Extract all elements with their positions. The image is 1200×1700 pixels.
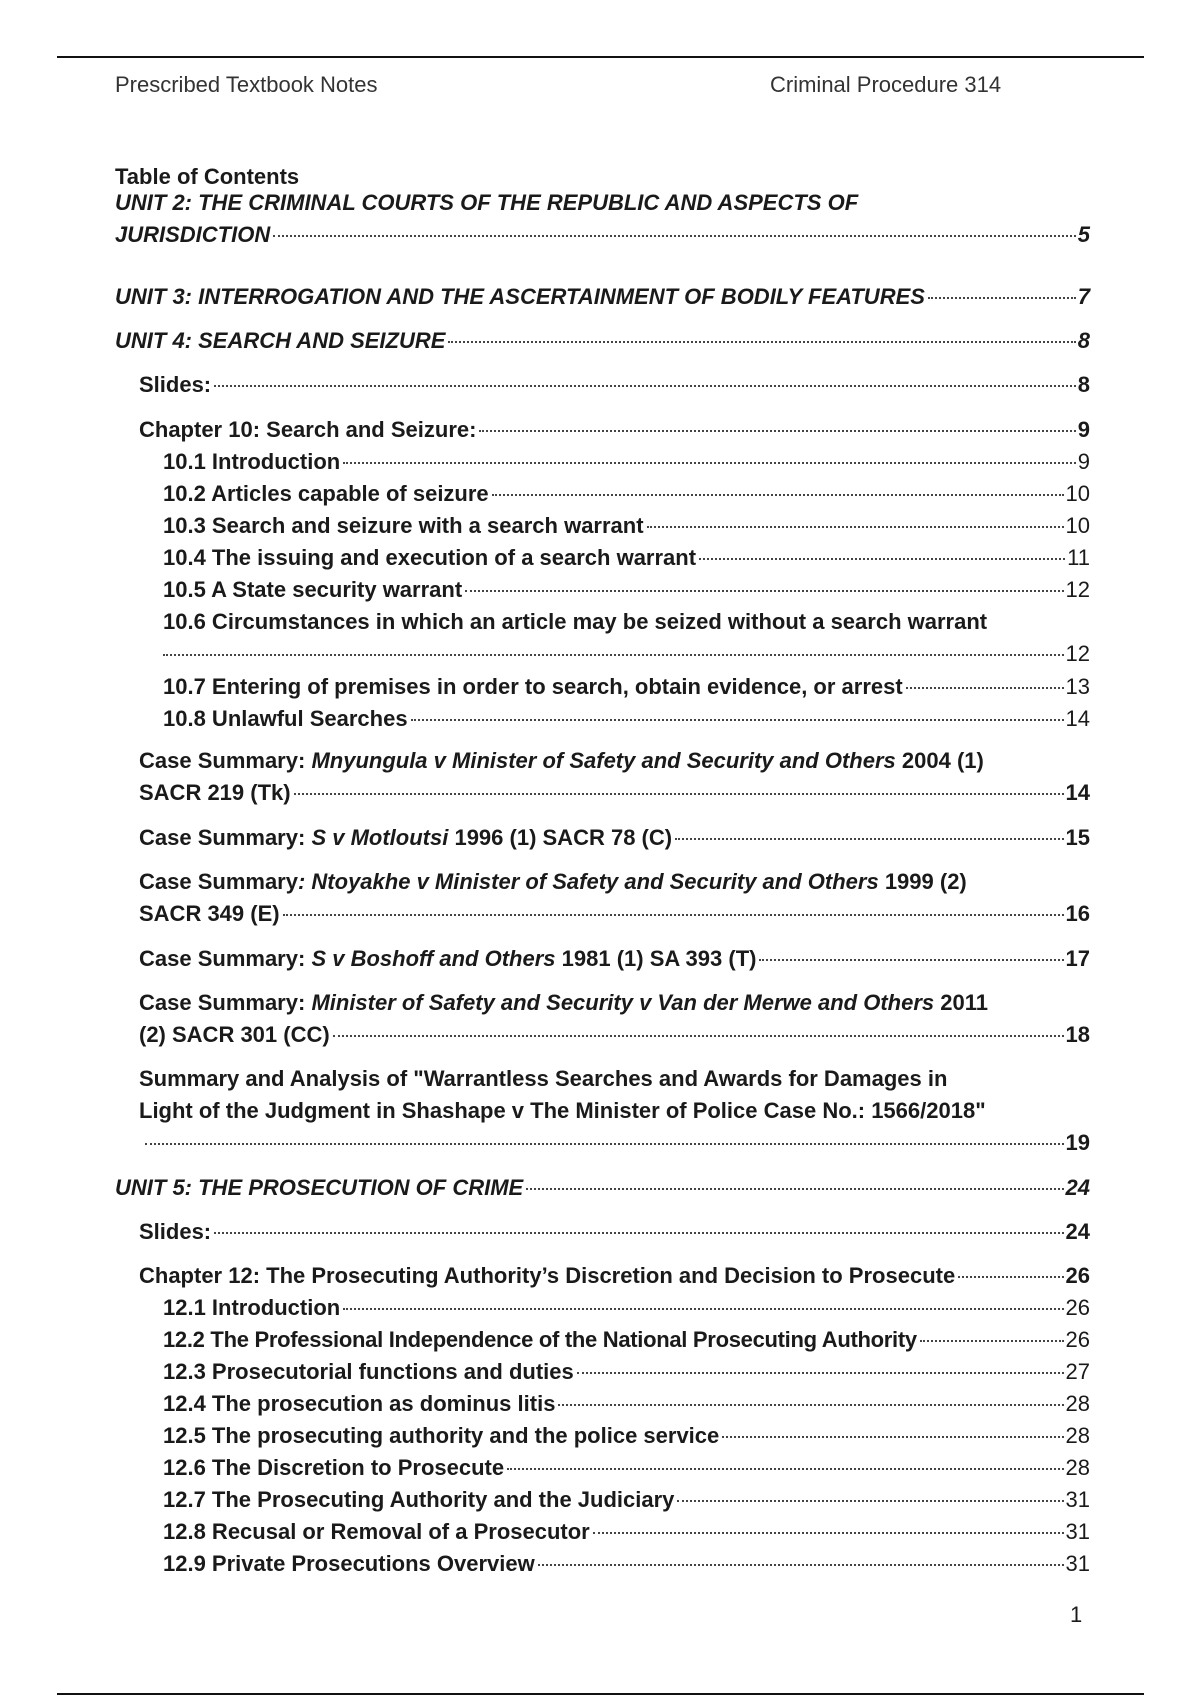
header-right-text: Criminal Procedure 314 [770,72,1002,97]
toc-page-number: 8 [1077,372,1090,397]
case-prefix: Case Summary [139,869,298,894]
footer-rule [57,1693,1144,1695]
toc-page-number: 15 [1065,825,1090,850]
dot-leader [538,1564,1064,1566]
toc-entry-case-mnyungula[interactable] [139,745,1090,809]
dot-leader [411,719,1064,721]
toc-page-number: 10 [1065,513,1090,538]
toc-entry-label: 10.4 The issuing and execution of a search warrant [163,545,697,570]
dot-leader [928,297,1076,299]
toc-entry-label: 12.1 Introduction [163,1295,341,1320]
dot-leader [283,914,1064,916]
toc-page-number: 31 [1065,1551,1090,1576]
dot-leader [507,1468,1063,1470]
toc-page-number: 31 [1065,1487,1090,1512]
toc-entry-label: UNIT 2: THE CRIMINAL COURTS OF THE REPUBLIC AND ASPECTS OF [115,190,859,215]
case-prefix: Case Summary: [139,990,306,1015]
case-citation: 2011 [940,990,988,1015]
toc-page-number: 26 [1065,1327,1090,1352]
toc-page-number: 12 [1065,577,1090,602]
toc-entry-unit4-slides[interactable] [139,369,1090,401]
toc-entry-label: 12.9 Private Prosecutions Overview [163,1551,535,1576]
case-citation: 1999 (2) [884,869,967,894]
toc-title: Table of Contents [115,164,300,189]
toc-entry-label: 12.2 The Professional Independence of the National Prosecuting Authority [163,1327,917,1352]
dot-leader [343,1308,1063,1310]
toc-page-number: 5 [1077,222,1090,247]
toc-page-number: 17 [1065,946,1090,971]
toc-page-number: 13 [1065,674,1090,699]
toc-entry-section-10-3[interactable] [163,510,1090,542]
toc-entry-label: UNIT 4: SEARCH AND SEIZURE [115,328,446,353]
toc-page-number: 24 [1065,1175,1090,1200]
case-prefix: Case Summary: [139,946,306,971]
dot-leader [593,1532,1064,1534]
toc-entry-section-10-6[interactable] [163,606,1090,670]
toc-entry-case-motloutsi[interactable] [139,822,1090,854]
toc-entry-label: 10.7 Entering of premises in order to search, obtain evidence, or arrest [163,674,903,699]
toc-entry-unit-5[interactable] [115,1172,1090,1204]
case-prefix: Case Summary: [139,748,306,773]
toc-entry-section-10-8[interactable] [163,703,1090,735]
toc-entry-unit5-slides[interactable] [139,1216,1090,1248]
dot-leader [333,1035,1064,1037]
toc-page-number: 28 [1065,1423,1090,1448]
toc-entry-section-10-5[interactable] [163,574,1090,606]
dot-leader [920,1340,1064,1342]
toc-page-number: 8 [1077,328,1090,353]
dot-leader [675,838,1063,840]
toc-entry-label: 12.3 Prosecutorial functions and duties [163,1359,574,1384]
toc-entry-label: 12.8 Recusal or Removal of a Prosecutor [163,1519,590,1544]
toc-page-number: 7 [1077,284,1090,309]
case-citation: SACR 219 (Tk) [139,780,291,805]
toc-entry-chapter-12[interactable] [139,1260,1090,1292]
dot-leader [163,654,1064,656]
case-name: S v Boshoff and Others [311,946,556,971]
header-rule [57,56,1144,58]
toc-entry-section-12-7[interactable] [163,1484,1090,1516]
toc-page-number: 28 [1065,1391,1090,1416]
header-left-text: Prescribed Textbook Notes [115,72,378,97]
toc-page-number: 18 [1065,1022,1090,1047]
case-citation: (2) SACR 301 (CC) [139,1022,330,1047]
dot-leader [214,1232,1063,1234]
toc-entry-label: 10.8 Unlawful Searches [163,706,408,731]
dot-leader [448,341,1075,343]
toc-entry-label: 10.3 Search and seizure with a search warrant [163,513,644,538]
toc-entry-section-12-1[interactable] [163,1292,1090,1324]
toc-page-number: 9 [1077,417,1090,442]
toc-entry-section-12-2[interactable] [163,1324,1090,1356]
dot-leader [759,959,1063,961]
case-citation: SACR 349 (E) [139,901,280,926]
toc-entry-section-12-5[interactable] [163,1420,1090,1452]
toc-entry-label: UNIT 5: THE PROSECUTION OF CRIME [115,1175,524,1200]
dot-leader [647,526,1064,528]
toc-page-number: 31 [1065,1519,1090,1544]
dot-leader [699,558,1065,560]
dot-leader [722,1436,1063,1438]
toc-page-number: 16 [1065,901,1090,926]
toc-entry-label: 12.7 The Prosecuting Authority and the Judiciary [163,1487,675,1512]
page-number: 1 [1070,1602,1083,1627]
toc-entry-chapter-10[interactable] [139,414,1090,446]
toc-entry-label: Slides: [139,372,212,397]
toc-page-number: 9 [1077,449,1090,474]
toc-page-number: 14 [1065,780,1090,805]
toc-entry-shashape-analysis[interactable] [139,1063,1090,1159]
toc-entry-section-10-7[interactable] [163,671,1090,703]
dot-leader [492,494,1064,496]
dot-leader [906,687,1064,689]
toc-page-number: 24 [1065,1219,1090,1244]
toc-entry-case-boshoff[interactable] [139,943,1090,975]
toc-entry-section-12-3[interactable] [163,1356,1090,1388]
toc-page-number: 12 [1065,641,1090,666]
toc-entry-unit-2[interactable] [115,187,1090,251]
dot-leader [294,793,1064,795]
toc-entry-label: 10.1 Introduction [163,449,341,474]
dot-leader [958,1276,1063,1278]
dot-leader [214,385,1076,387]
toc-entry-case-van-der-merwe[interactable] [139,987,1090,1051]
page-header [115,72,1030,102]
toc-entry-label: Chapter 12: The Prosecuting Authority’s Discretion and Decision to Prosecute [139,1263,956,1288]
toc-entry-section-10-4[interactable] [163,542,1090,574]
toc-entry-section-12-8[interactable] [163,1516,1090,1548]
toc-entry-label: 10.5 A State security warrant [163,577,463,602]
toc-page-number: 11 [1067,545,1090,570]
toc-entry-unit-4[interactable] [115,325,1090,357]
dot-leader [558,1404,1063,1406]
toc-entry-label: Light of the Judgment in Shashape v The Minister of Police Case No.: 1566/2018" [139,1098,986,1123]
toc-entry-label: Summary and Analysis of "Warrantless Searches and Awards for Damages in [139,1066,948,1091]
toc-entry-label: 12.5 The prosecuting authority and the police service [163,1423,720,1448]
toc-page-number: 28 [1065,1455,1090,1480]
case-prefix: Case Summary: [139,825,306,850]
toc-page-number: 10 [1065,481,1090,506]
case-name: Minister of Safety and Security v Van der Merwe and Others [311,990,935,1015]
toc-page-number: 26 [1065,1295,1090,1320]
toc-page-number: 14 [1065,706,1090,731]
toc-entry-section-10-2[interactable] [163,478,1090,510]
toc-entry-section-12-4[interactable] [163,1388,1090,1420]
case-name: Mnyungula v Minister of Safety and Security and Others [311,748,896,773]
toc-entry-section-12-6[interactable] [163,1452,1090,1484]
toc-entry-label: 10.2 Articles capable of seizure [163,481,489,506]
toc-entry-case-ntoyakhe[interactable] [139,866,1090,930]
toc-page-number: 27 [1065,1359,1090,1384]
dot-leader [677,1500,1063,1502]
dot-leader [343,462,1076,464]
case-citation: 1981 (1) SA 393 (T) [561,946,757,971]
toc-entry-label: UNIT 3: INTERROGATION AND THE ASCERTAINMENT OF BODILY FEATURES [115,284,925,309]
case-citation: 2004 (1) [901,748,984,773]
toc-entry-label: JURISDICTION [115,222,271,247]
toc-entry-section-12-9[interactable] [163,1548,1090,1580]
toc-entry-label: Slides: [139,1219,212,1244]
toc-entry-section-10-1[interactable] [163,446,1090,478]
toc-entry-unit-3[interactable] [115,281,1090,313]
dot-leader [577,1372,1064,1374]
toc-page-number: 26 [1065,1263,1090,1288]
dot-leader [273,235,1076,237]
dot-leader [145,1143,1064,1145]
dot-leader [479,430,1075,432]
dot-leader [465,590,1063,592]
toc-page-number: 19 [1065,1130,1090,1155]
case-citation: 1996 (1) SACR 78 (C) [454,825,673,850]
case-name: S v Motloutsi [311,825,449,850]
toc-entry-label: 12.4 The prosecution as dominus litis [163,1391,556,1416]
toc-entry-label: 12.6 The Discretion to Prosecute [163,1455,505,1480]
dot-leader [526,1188,1063,1190]
toc-entry-label: Chapter 10: Search and Seizure: [139,417,477,442]
case-name: : Ntoyakhe v Minister of Safety and Security and Others [297,869,879,894]
toc-entry-label: 10.6 Circumstances in which an article may be seized without a search warrant [163,609,988,634]
